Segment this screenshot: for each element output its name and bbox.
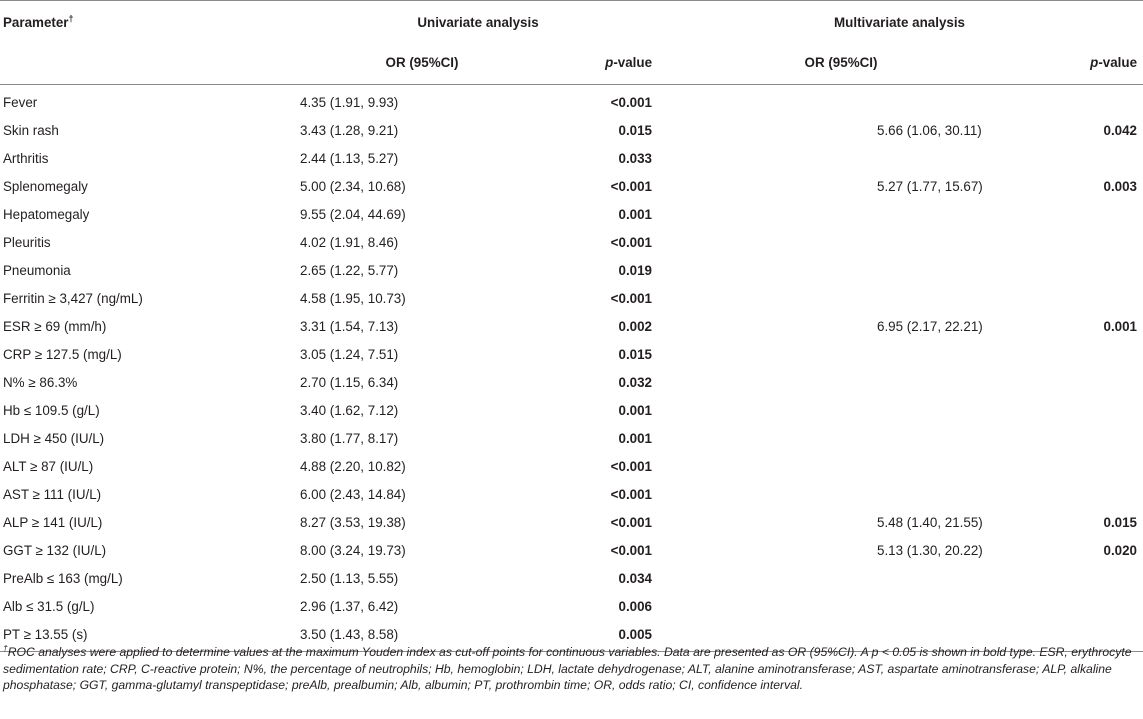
cell-uni-p: 0.032 — [618, 374, 653, 390]
cell-uni-p: 0.015 — [618, 346, 653, 362]
cell-uni-p: 0.001 — [618, 402, 653, 418]
cell-uni-or: 3.40 (1.62, 7.12) — [300, 402, 399, 418]
cell-multi-p — [1026, 85, 1143, 117]
header-multi-p: p-value — [1026, 43, 1143, 85]
cell-multi-p — [1026, 284, 1143, 312]
cell-parameter: CRP ≥ 127.5 (mg/L) — [3, 346, 122, 362]
table-row — [0, 144, 1143, 172]
cell-uni-or: 3.31 (1.54, 7.13) — [300, 318, 399, 334]
cell-parameter: Alb ≤ 31.5 (g/L) — [3, 598, 95, 614]
table-row — [0, 228, 1143, 256]
table-row — [0, 172, 1143, 200]
cell-multi-or — [656, 256, 1026, 284]
cell-parameter: N% ≥ 86.3% — [3, 374, 78, 390]
cell-uni-p: 0.033 — [618, 150, 653, 166]
table-row — [0, 85, 1143, 117]
cell-uni-or: 3.43 (1.28, 9.21) — [300, 122, 399, 138]
cell-multi-or — [656, 144, 1026, 172]
table-row — [0, 480, 1143, 508]
cell-uni-or: 8.27 (3.53, 19.38) — [300, 514, 406, 530]
cell-uni-or: 6.00 (2.43, 14.84) — [300, 486, 406, 502]
cell-uni-p: 0.002 — [618, 318, 653, 334]
cell-uni-or: 3.05 (1.24, 7.51) — [300, 346, 399, 362]
cell-uni-p: <0.001 — [610, 514, 653, 530]
cell-uni-or: 9.55 (2.04, 44.69) — [300, 206, 406, 222]
cell-uni-p: 0.019 — [618, 262, 653, 278]
cell-parameter: ALT ≥ 87 (IU/L) — [3, 458, 94, 474]
cell-parameter: Hepatomegaly — [3, 206, 90, 222]
cell-uni-p: <0.001 — [610, 234, 653, 250]
cell-uni-or: 5.00 (2.34, 10.68) — [300, 178, 406, 194]
header-uni-or: OR (95%CI) — [300, 43, 544, 85]
table-row — [0, 592, 1143, 620]
cell-parameter: Skin rash — [3, 122, 59, 138]
header-blank — [0, 43, 300, 85]
cell-uni-p: 0.005 — [544, 620, 656, 652]
cell-parameter: Ferritin ≥ 3,427 (ng/mL) — [3, 290, 143, 306]
cell-parameter: Pneumonia — [3, 262, 71, 278]
table-row — [0, 564, 1143, 592]
cell-uni-p: 0.006 — [618, 598, 653, 614]
cell-multi-or — [656, 340, 1026, 368]
cell-multi-or — [656, 564, 1026, 592]
cell-parameter: Splenomegaly — [3, 178, 88, 194]
cell-multi-p: 0.003 — [1103, 178, 1138, 194]
header-multi-or: OR (95%CI) — [656, 43, 1026, 85]
cell-uni-or: 2.65 (1.22, 5.77) — [300, 262, 399, 278]
table-row — [0, 424, 1143, 452]
table-row — [0, 396, 1143, 424]
cell-multi-or: 6.95 (2.17, 22.21) — [877, 318, 983, 334]
cell-uni-or: 4.58 (1.95, 10.73) — [300, 290, 406, 306]
header-parameter: Parameter† — [0, 1, 300, 44]
cell-uni-p: 0.001 — [618, 430, 653, 446]
table-row — [0, 116, 1143, 144]
cell-multi-or — [656, 200, 1026, 228]
table-row — [0, 368, 1143, 396]
cell-uni-or: 2.50 (1.13, 5.55) — [300, 570, 399, 586]
cell-multi-or — [656, 480, 1026, 508]
cell-parameter: AST ≥ 111 (IU/L) — [3, 486, 102, 502]
cell-multi-p: 0.042 — [1103, 122, 1138, 138]
footnote-dagger: † — [3, 642, 8, 653]
cell-multi-p: 0.020 — [1103, 542, 1138, 558]
cell-parameter: PreAlb ≤ 163 (mg/L) — [3, 570, 123, 586]
cell-multi-or — [656, 396, 1026, 424]
footnote-text: ROC analyses were applied to determine values at the maximum Youden index as cut-off points for continuous variables. Data are presented as OR (95%CI). A p < 0.05 is shown in bold type. ESR, erythrocyte sedimentation rate; CRP, C-reactive protein; N%, the percentage of neutrophils; Hb, hemoglobin; LDH, lactate dehydrogenase; ALT, alanine aminotransferase; AST, aspartate aminotransferase; ALP, alkaline phosphatase; GGT, gamma-glutamyl transpeptidase; preAlb, prealbumin; Alb, albumin; PT, prothrombin time; OR, odds ratio; CI, confidence interval. — [3, 645, 1132, 692]
dagger-mark: † — [68, 13, 74, 24]
cell-multi-p: 0.015 — [1103, 514, 1138, 530]
table-row — [0, 508, 1143, 536]
header-multivariate: Multivariate analysis — [656, 1, 1143, 44]
cell-parameter: Pleuritis — [3, 234, 51, 250]
cell-uni-p: 0.034 — [618, 570, 653, 586]
cell-multi-or — [656, 424, 1026, 452]
header-univariate: Univariate analysis — [300, 1, 656, 44]
cell-multi-or — [656, 452, 1026, 480]
cell-multi-or: 5.66 (1.06, 30.11) — [877, 122, 982, 138]
cell-parameter: PT ≥ 13.55 (s) — [0, 620, 300, 652]
cell-multi-p — [1026, 144, 1143, 172]
cell-uni-or: 2.44 (1.13, 5.27) — [300, 150, 399, 166]
cell-uni-or: 4.35 (1.91, 9.93) — [300, 94, 399, 110]
cell-multi-or — [656, 284, 1026, 312]
cell-multi-p — [1026, 452, 1143, 480]
cell-multi-p — [1026, 256, 1143, 284]
cell-multi-p — [1026, 340, 1143, 368]
cell-multi-p: 0.001 — [1103, 318, 1138, 334]
cell-parameter: GGT ≥ 132 (IU/L) — [3, 542, 107, 558]
table-row — [0, 312, 1143, 340]
cell-uni-or: 8.00 (3.24, 19.73) — [300, 542, 406, 558]
table-footnote — [3, 644, 1138, 694]
cell-uni-p: <0.001 — [610, 178, 653, 194]
table-row — [0, 536, 1143, 564]
cell-parameter: Hb ≤ 109.5 (g/L) — [3, 402, 100, 418]
cell-multi-or — [656, 85, 1026, 117]
cell-multi-or: 5.48 (1.40, 21.55) — [877, 514, 983, 530]
table-row — [0, 200, 1143, 228]
cell-uni-p: 0.001 — [618, 206, 653, 222]
cell-multi-p — [1026, 480, 1143, 508]
cell-uni-p: <0.001 — [610, 486, 653, 502]
cell-uni-or: 3.50 (1.43, 8.58) — [300, 620, 544, 652]
cell-parameter: Arthritis — [3, 150, 49, 166]
cell-multi-or — [656, 368, 1026, 396]
cell-multi-p — [1026, 564, 1143, 592]
cell-multi-or — [656, 228, 1026, 256]
cell-uni-p: <0.001 — [610, 290, 653, 306]
cell-uni-or: 4.02 (1.91, 8.46) — [300, 234, 399, 250]
cell-uni-p: <0.001 — [610, 542, 653, 558]
cell-multi-or: 5.13 (1.30, 20.22) — [877, 542, 983, 558]
cell-multi-or — [656, 592, 1026, 620]
cell-uni-or: 4.88 (2.20, 10.82) — [300, 458, 406, 474]
cell-parameter: ALP ≥ 141 (IU/L) — [3, 514, 103, 530]
header-uni-p: p-value — [544, 43, 656, 85]
cell-multi-p — [1026, 592, 1143, 620]
cell-uni-or: 3.80 (1.77, 8.17) — [300, 430, 399, 446]
cell-multi-p — [1026, 368, 1143, 396]
table-row — [0, 340, 1143, 368]
cell-parameter: ESR ≥ 69 (mm/h) — [3, 318, 107, 334]
cell-uni-p: <0.001 — [610, 458, 653, 474]
cell-multi-p — [1026, 228, 1143, 256]
cell-multi-p — [1026, 200, 1143, 228]
cell-uni-or: 2.96 (1.37, 6.42) — [300, 598, 399, 614]
table-row — [0, 256, 1143, 284]
table-header — [0, 1, 1143, 85]
cell-uni-p: 0.015 — [618, 122, 653, 138]
table-body — [0, 85, 1143, 652]
cell-multi-or: 5.27 (1.77, 15.67) — [877, 178, 983, 194]
cell-uni-p: <0.001 — [610, 94, 653, 110]
cell-multi-p — [1026, 396, 1143, 424]
table-row — [0, 284, 1143, 312]
cell-parameter: Fever — [3, 94, 38, 110]
table-row — [0, 452, 1143, 480]
cell-uni-or: 2.70 (1.15, 6.34) — [300, 374, 399, 390]
cell-multi-p — [1026, 424, 1143, 452]
cell-parameter: LDH ≥ 450 (IU/L) — [3, 430, 105, 446]
